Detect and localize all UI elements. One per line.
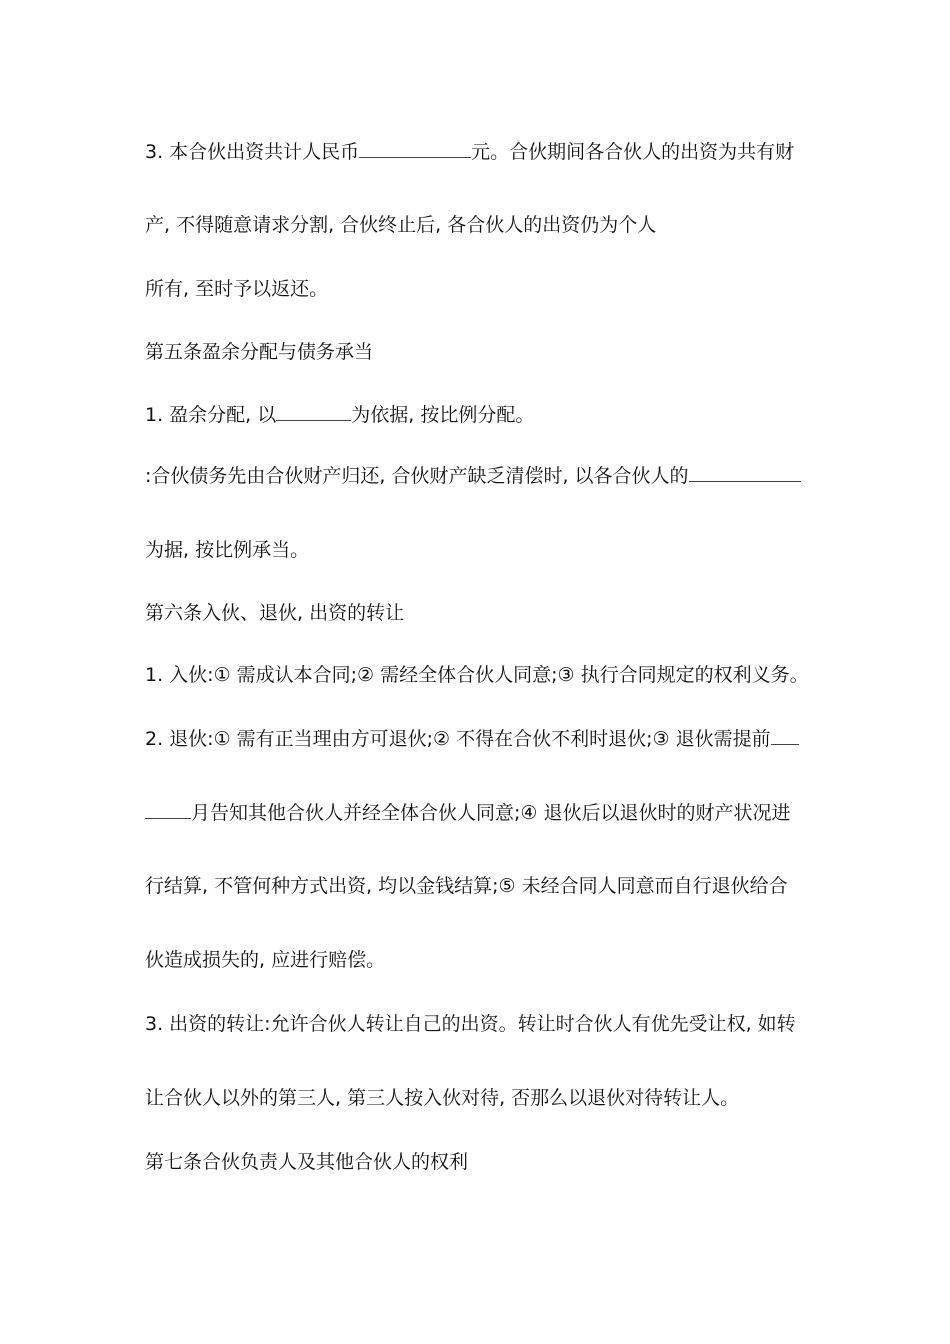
clause-6-item-2-line-2 [145,800,790,826]
text-segment: 1. 盈余分配, 以 [145,404,277,426]
fill-in-blank-amount [359,139,471,158]
clause-6-item-3-line-1: 3. 出资的转让:允许合伙人转让自己的出资。转让时合伙人有优先受让权, 如转 [145,1013,796,1035]
fill-in-blank-notice-period [771,726,799,745]
text-segment: :合伙债务先由合伙财产归还, 合伙财产缺乏清偿时, 以各合伙人的 [145,465,689,487]
fill-in-blank-basis [276,402,351,421]
text-segment: 元。合伙期间各合伙人的出资为共有财 [471,141,795,163]
clause-5-item-2-line-1 [145,463,801,489]
article-6-heading: 第六条入伙、退伙, 出资的转让 [145,602,405,624]
article-7-heading: 第七条合伙负责人及其他合伙人的权利 [145,1151,469,1173]
text-segment: 2. 退伙:① 需有正当理由方可退伙;② 不得在合伙不利时退伙;③ 退伙需提前 [145,728,771,750]
clause-4-item-3-line-2: 产, 不得随意请求分割, 合伙终止后, 各合伙人的出资仍为个人 [145,214,657,236]
text-segment: 月告知其他合伙人并经全体合伙人同意;④ 退伙后以退伙时的财产状况进 [191,802,791,824]
clause-6-item-2-line-3: 行结算, 不管何种方式出资, 均以金钱结算;⑤ 未经合同人同意而自行退伙给合 [145,875,788,897]
text-segment: 3. 本合伙出资共计人民币 [145,141,360,163]
fill-in-blank-debt-basis [689,463,801,482]
fill-in-blank-notice-period-cont [145,800,191,819]
clause-6-item-2-line-4: 伙造成损失的, 应进行赔偿。 [145,949,386,971]
clause-5-item-1 [145,402,534,428]
clause-4-item-3-line-1 [145,139,794,165]
clause-6-item-2-line-1 [145,726,799,752]
clause-6-item-3-line-2: 让合伙人以外的第三人, 第三人按入伙对待, 否那么以退伙对待转让人。 [145,1087,740,1109]
text-segment: 为依据, 按比例分配。 [351,404,535,426]
article-5-heading: 第五条盈余分配与债务承当 [145,341,374,363]
clause-4-item-3-line-3: 所有, 至时予以返还。 [145,278,329,300]
clause-5-item-2-line-2: 为据, 按比例承当。 [145,539,310,561]
clause-6-item-1: 1. 入伙:① 需成认本合同;② 需经全体合伙人同意;③ 执行合同规定的权利义务。 [145,664,809,686]
